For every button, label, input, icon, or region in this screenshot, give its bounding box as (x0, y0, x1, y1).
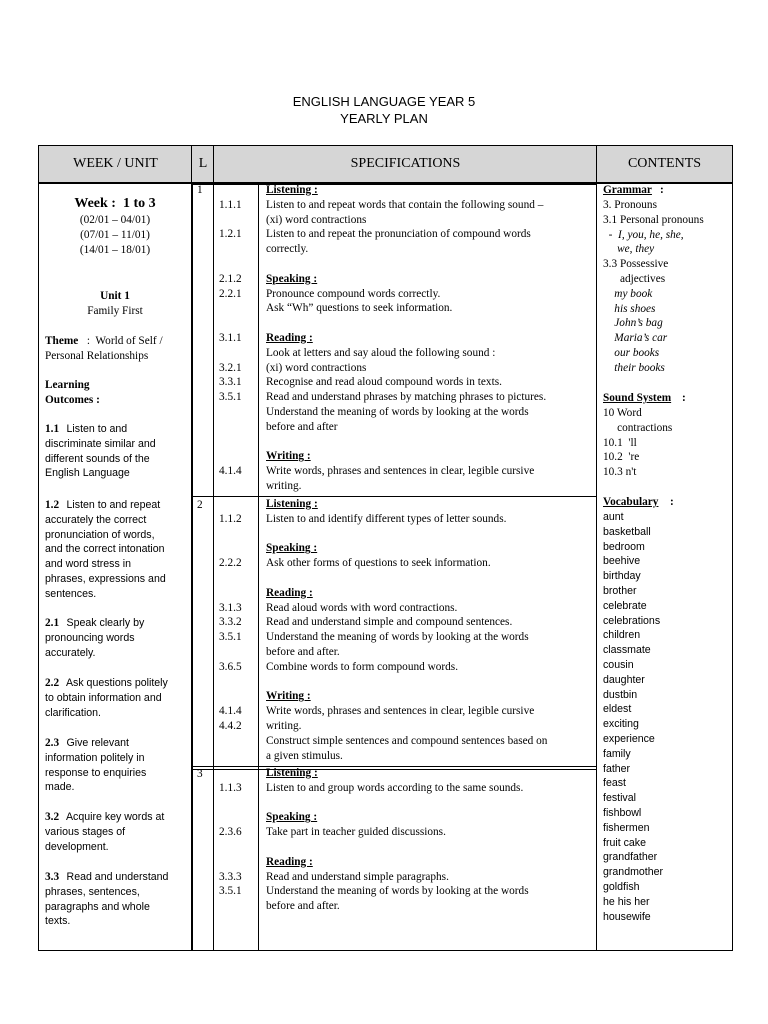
spec-text: Recognise and read aloud compound words in texts. (266, 376, 502, 389)
spec-code: 1.2.1 (219, 228, 242, 241)
grammar-item: 3.3 Possessive (603, 258, 669, 271)
outcome-text: accurately. (45, 646, 96, 659)
outcome-text: to obtain information and (45, 691, 162, 704)
sound-system-heading: Sound System (603, 392, 672, 404)
spec-heading: Writing : (266, 690, 311, 703)
outcome-text: Listen to and repeat (63, 499, 161, 511)
outcome-text: Speak clearly by (63, 617, 145, 629)
header-week-unit: WEEK / UNIT (39, 146, 192, 184)
spec-code: 1.1.2 (219, 512, 242, 525)
vocabulary-item: experience (603, 733, 655, 745)
level-number: 3 (197, 768, 203, 780)
level-number: 2 (197, 499, 203, 511)
vocabulary-item: dustbin (603, 688, 638, 701)
vocabulary-item: father (603, 762, 631, 775)
spec-heading: Reading : (266, 586, 313, 599)
level-number: 1 (197, 184, 203, 196)
vocabulary-item: basketball (603, 525, 651, 538)
outcome-text: response to enquiries (45, 766, 147, 779)
outcome-text: made. (45, 781, 75, 794)
unit-name: Family First (87, 305, 143, 317)
spec-code: 3.1.1 (219, 332, 242, 344)
sound-item: 10 Word (603, 407, 642, 419)
spec-heading: Speaking : (266, 811, 318, 824)
spec-text: Listen to and repeat words that contain the following sound – (266, 198, 544, 211)
document-subtitle: YEARLY PLAN (340, 111, 428, 126)
outcome-number: 1.2 (45, 499, 60, 511)
document-title: ENGLISH LANGUAGE YEAR 5 (292, 94, 476, 109)
vocabulary-heading: Vocabulary (603, 496, 659, 508)
grammar-item: John’s bag (603, 317, 663, 330)
spec-code: 3.1.3 (219, 601, 242, 614)
outcome-text: paragraphs and whole (45, 900, 150, 913)
outcome-text: phrases, expressions and (45, 573, 166, 585)
spec-code: 2.2.1 (219, 287, 242, 300)
spec-code: 3.5.1 (219, 631, 242, 644)
sound-item: 10.1 'll (603, 436, 637, 449)
spec-text: before and after. (266, 900, 340, 913)
spec-text: before and after (266, 420, 338, 433)
spec-text: Understand the meaning of words by looking at the words (266, 406, 529, 418)
outcome-number: 2.2 (45, 677, 60, 689)
vocabulary-item: grandmother (603, 866, 664, 879)
spec-text: Ask other forms of questions to seek information. (266, 557, 491, 570)
vocabulary-item: cousin (603, 659, 634, 671)
spec-heading: Listening : (266, 184, 318, 196)
vocabulary-item: fishermen (603, 821, 650, 834)
outcome-text: English Language (45, 467, 130, 480)
spec-heading: Reading : (266, 855, 313, 868)
spec-heading: Listening : (266, 767, 318, 779)
spec-code: 4.1.4 (219, 465, 242, 478)
spec-text: Look at letters and say aloud the following sound : (266, 346, 496, 359)
header-specifications: SPECIFICATIONS (214, 146, 597, 184)
outcome-text: Listen to and (63, 423, 128, 435)
spec-text: Pronounce compound words correctly. (266, 287, 441, 300)
section-divider (192, 766, 597, 767)
vocabulary-item: aunt (603, 511, 624, 523)
spec-text: Read aloud words with word contractions. (266, 601, 458, 614)
spec-text: a given stimulus. (266, 749, 343, 762)
vocabulary-item: children (603, 629, 641, 642)
spec-heading: Speaking : (266, 542, 318, 555)
spec-code: 2.2.2 (219, 557, 242, 570)
outcome-text: Acquire key words at (63, 811, 165, 823)
outcome-text: Ask questions politely (63, 677, 168, 689)
spec-text: Take part in teacher guided discussions. (266, 826, 446, 839)
outcome-text: phrases, sentences, (45, 885, 140, 898)
grammar-colon: : (660, 184, 664, 196)
header-contents: CONTENTS (597, 146, 732, 184)
outcome-number: 3.2 (45, 811, 60, 823)
spec-text: Combine words to form compound words. (266, 660, 459, 673)
outcome-text: sentences. (45, 587, 97, 600)
spec-code: 4.4.2 (219, 720, 242, 732)
section-divider (192, 496, 597, 497)
spec-text: Write words, phrases and sentences in clear, legible cursive (266, 705, 535, 718)
vocabulary-item: exciting (603, 718, 639, 731)
vocabulary-item: grandfather (603, 851, 658, 864)
week-date: (14/01 – 18/01) (79, 243, 151, 256)
outcome-text: and the correct intonation (45, 543, 165, 556)
spec-text: writing. (266, 480, 302, 492)
vocabulary-item: celebrations (603, 614, 661, 627)
outcome-text: and word stress in (45, 558, 131, 571)
header-l: L (192, 146, 214, 184)
week-date: (07/01 – 11/01) (80, 228, 150, 241)
spec-text: before and after. (266, 646, 340, 658)
vocabulary-item: daughter (603, 673, 645, 686)
theme-text: : World of Self / (84, 335, 163, 347)
spec-code: 3.3.1 (219, 376, 242, 389)
sound-item: contractions (603, 421, 673, 434)
spec-text: Read and understand simple paragraphs. (266, 870, 449, 883)
grammar-item: his shoes (603, 302, 656, 315)
theme-text-line2: Personal Relationships (45, 350, 149, 362)
spec-text: Read and understand phrases by matching phrases to pictures. (266, 391, 547, 404)
vocabulary-item: beehive (603, 555, 641, 568)
outcome-text: Read and understand (63, 871, 169, 883)
spec-text: Listen to and repeat the pronunciation of compound words (266, 228, 531, 241)
sound-item: 10.3 n't (603, 466, 637, 479)
spec-code: 1.1.3 (219, 781, 242, 794)
spec-heading: Speaking : (266, 272, 318, 285)
spec-code: 3.3.2 (219, 616, 242, 629)
learning-outcomes-label: Learning (45, 379, 90, 391)
vocabulary-item: feast (603, 777, 626, 790)
vocabulary-item: fruit cake (603, 836, 646, 849)
outcome-text: accurately the correct (45, 513, 147, 526)
outcome-text: development. (45, 840, 109, 853)
grammar-item: we, they (603, 243, 655, 256)
spec-text: Listen to and group words according to the same sounds. (266, 781, 524, 794)
spec-code: 3.3.3 (219, 870, 242, 883)
outcome-text: pronouncing words (45, 631, 135, 644)
code-divider (258, 184, 259, 950)
outcome-text: clarification. (45, 706, 101, 719)
outcome-number: 2.1 (45, 617, 60, 629)
spec-heading: Writing : (266, 450, 311, 463)
week-date: (02/01 – 04/01) (79, 214, 151, 226)
spec-code: 2.1.2 (219, 272, 242, 285)
outcome-text: discriminate similar and (45, 437, 156, 450)
spec-code: 3.5.1 (219, 885, 242, 898)
grammar-item: their books (603, 361, 665, 374)
outcome-text: various stages of (45, 825, 126, 838)
vocabulary-item: eldest (603, 703, 632, 716)
outcome-number: 3.3 (45, 871, 60, 883)
spec-text: Understand the meaning of words by looking at the words (266, 885, 529, 898)
grammar-item: 3.1 Personal pronouns (603, 213, 704, 226)
outcome-number: 2.3 (45, 737, 60, 749)
spec-code: 1.1.1 (219, 198, 242, 211)
vocabulary-item: goldfish (603, 881, 640, 893)
spec-text: (xi) word contractions (266, 361, 367, 374)
outcome-text: texts. (45, 915, 71, 928)
spec-text: Read and understand simple and compound sentences. (266, 616, 513, 629)
vocabulary-item: he his her (603, 895, 650, 908)
outcome-text: different sounds of the (45, 452, 150, 465)
vocabulary-item: classmate (603, 644, 651, 657)
spec-code: 4.1.4 (219, 705, 242, 718)
vocabulary-item: birthday (603, 570, 641, 583)
sound-item: 10.2 're (603, 451, 640, 464)
grammar-heading: Grammar (603, 184, 652, 196)
spec-text: Listen to and identify different types of letter sounds. (266, 512, 507, 525)
spec-code: 3.2.1 (219, 361, 242, 374)
outcome-number: 1.1 (45, 423, 60, 435)
spec-heading: Reading : (266, 332, 313, 344)
vocabulary-item: fishbowl (603, 807, 642, 819)
spec-code: 3.5.1 (219, 391, 242, 404)
section-divider (192, 769, 597, 770)
grammar-item: my book (603, 287, 653, 300)
spec-code: 3.6.5 (219, 660, 242, 673)
spec-text: writing. (266, 720, 302, 732)
grammar-item: - I, you, he, she, (603, 228, 684, 241)
vocabulary-item: family (603, 747, 631, 760)
outcome-text: pronunciation of words, (45, 528, 155, 541)
grammar-item: 3. Pronouns (603, 199, 657, 211)
week-range: Week : 1 to 3 (74, 196, 156, 211)
sound-system-colon: : (682, 392, 686, 404)
vocabulary-item: celebrate (603, 599, 647, 612)
vocabulary-item: festival (603, 792, 636, 805)
spec-text: Understand the meaning of words by looking at the words (266, 631, 529, 644)
vocabulary-colon: : (670, 496, 674, 508)
grammar-item: Maria’s car (603, 332, 668, 345)
spec-heading: Listening : (266, 498, 318, 510)
spec-text: (xi) word contractions (266, 213, 367, 226)
outcome-text: information politely in (45, 751, 145, 764)
grammar-item: adjectives (603, 273, 666, 285)
vocabulary-item: brother (603, 585, 637, 597)
unit-number: Unit 1 (100, 290, 130, 302)
spec-text: Ask “Wh” questions to seek information. (266, 302, 453, 315)
spec-code: 2.3.6 (219, 826, 242, 839)
theme-label: Theme (45, 335, 79, 347)
vocabulary-item: bedroom (603, 540, 645, 553)
spec-text: Write words, phrases and sentences in clear, legible cursive (266, 465, 535, 478)
vocabulary-item: housewife (603, 910, 651, 923)
spec-text: Construct simple sentences and compound sentences based on (266, 734, 548, 747)
grammar-item: our books (603, 347, 660, 359)
spec-text: correctly. (266, 243, 309, 256)
learning-outcomes-label: Outcomes : (45, 394, 100, 406)
outcome-text: Give relevant (63, 737, 129, 749)
